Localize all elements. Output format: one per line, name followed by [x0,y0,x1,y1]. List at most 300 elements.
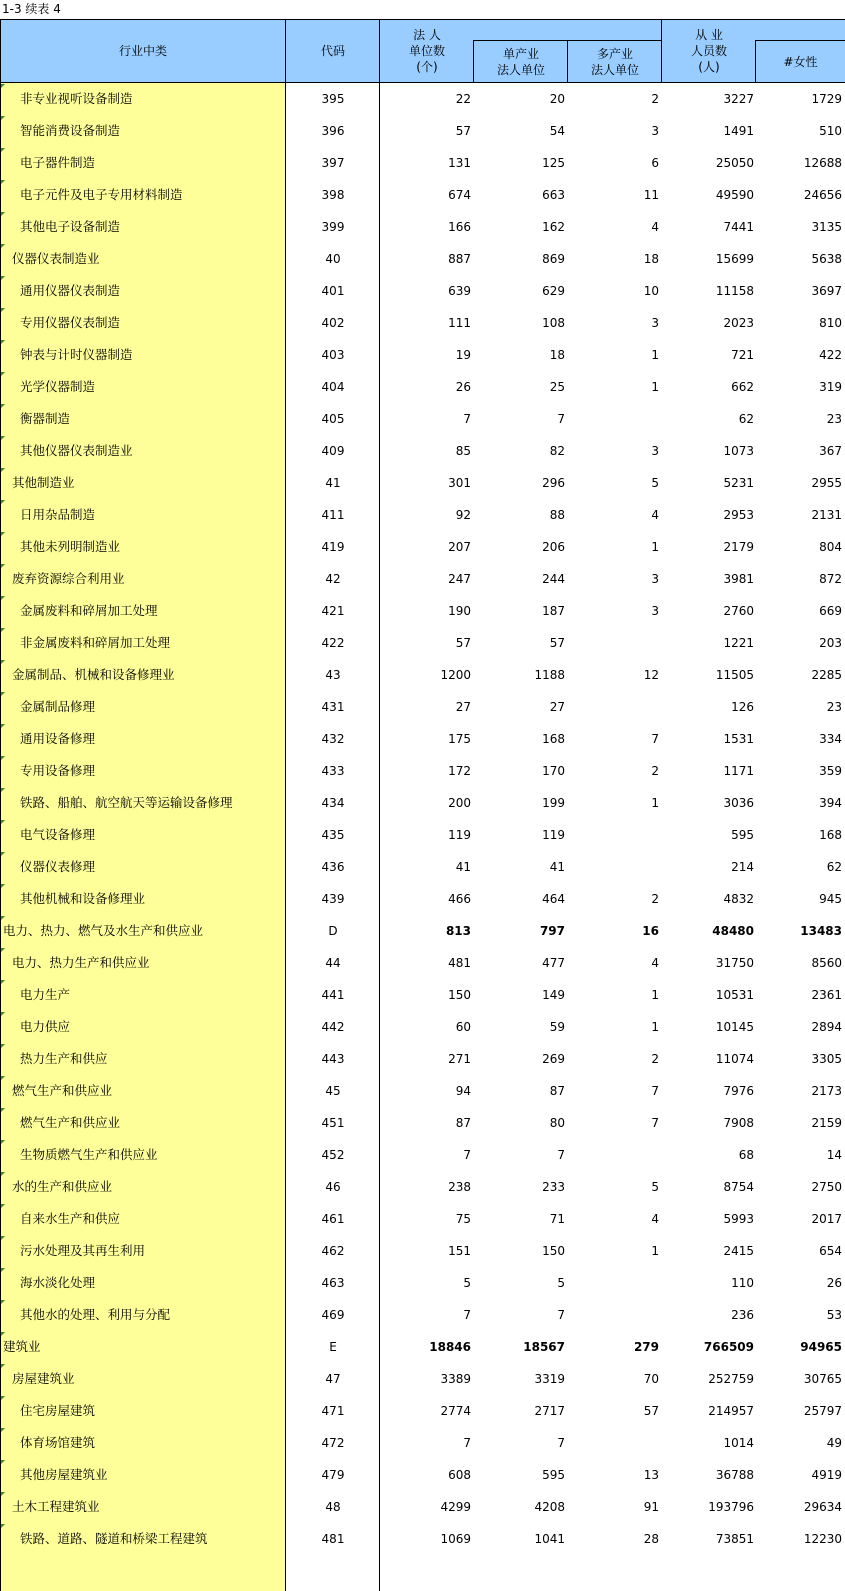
industry-code: 46 [325,1180,341,1194]
legal-units-value: 674 [448,188,471,202]
industry-name: 其他水的处理、利用与分配 [20,1307,171,1322]
multi-industry-units-value: 7 [651,1116,659,1130]
industry-name: 建筑业 [3,1339,41,1354]
single-industry-units-value: 477 [542,956,565,970]
grid-line [0,19,845,20]
single-industry-units-value: 797 [539,924,565,938]
table-row [0,1523,845,1555]
grid-line [0,82,845,83]
single-industry-units-value: 233 [542,1180,565,1194]
industry-name: 水的生产和供应业 [12,1179,113,1194]
single-industry-units-value: 168 [542,732,565,746]
female-employees-value: 367 [819,444,842,458]
multi-industry-units-value: 2 [651,764,659,778]
industry-code: 452 [321,1148,345,1162]
female-employees-value: 94965 [800,1340,842,1354]
legal-units-value: 608 [448,1468,471,1482]
multi-industry-units-value: 1 [651,348,659,362]
industry-code: 397 [321,156,345,170]
legal-units-value: 175 [448,732,471,746]
single-industry-units-value: 187 [542,604,565,618]
table-row [0,1203,845,1235]
single-industry-units-value: 27 [549,700,565,714]
single-industry-units-value: 149 [542,988,565,1002]
multi-industry-units-value: 28 [643,1532,659,1546]
multi-industry-units-value: 12 [643,668,659,682]
female-employees-value: 2894 [811,1020,842,1034]
single-industry-units-value: 1188 [534,668,565,682]
employees-value: 126 [731,700,754,714]
female-employees-value: 26 [826,1276,842,1290]
legal-units-value: 60 [455,1020,471,1034]
industry-code: 395 [321,92,345,106]
multi-industry-units-value: 279 [633,1340,659,1354]
industry-code: 401 [321,284,345,298]
industry-code: 441 [321,988,345,1002]
industry-name: 电力、热力、燃气及水生产和供应业 [3,923,204,938]
industry-name: 其他仪器仪表制造业 [20,443,133,458]
multi-industry-units-value: 16 [642,924,659,938]
table-row [0,211,845,243]
employees-value: 1073 [723,444,754,458]
grid-line [756,40,845,41]
table-row [0,1075,845,1107]
multi-industry-units-value: 7 [651,1084,659,1098]
employees-value: 3981 [723,572,754,586]
employees-value: 68 [738,1148,754,1162]
female-employees-value: 3305 [811,1052,842,1066]
employees-value: 3227 [723,92,754,106]
legal-units-value: 166 [448,220,471,234]
industry-name: 铁路、船舶、航空航天等运输设备修理 [20,795,233,810]
employees-value: 5231 [723,476,754,490]
employees-value: 721 [731,348,754,362]
grid-line [661,19,662,83]
industry-code: 436 [321,860,345,874]
statistics-table [0,19,845,1591]
legal-units-value: 7 [463,1308,471,1322]
multi-industry-units-value: 11 [643,188,659,202]
single-industry-units-value: 296 [542,476,565,490]
grid-line [0,19,1,1591]
single-industry-units-value: 7 [557,1436,565,1450]
table-row [0,1267,845,1299]
industry-code: 409 [321,444,345,458]
header-industry: 行业中类 [118,44,167,58]
industry-name: 金属制品、机械和设备修理业 [12,667,175,682]
legal-units-value: 85 [455,444,471,458]
table-row [0,499,845,531]
multi-industry-units-value: 1 [651,1244,659,1258]
industry-name: 日用杂品制造 [20,507,96,522]
legal-units-value: 57 [455,124,471,138]
legal-units-value: 271 [448,1052,471,1066]
legal-units-value: 887 [448,252,471,266]
multi-industry-units-value: 1 [651,380,659,394]
single-industry-units-value: 7 [557,1308,565,1322]
employees-value: 595 [731,828,754,842]
header-female: #女性 [783,55,818,69]
grid-line [474,40,662,41]
multi-industry-units-value: 4 [651,220,659,234]
employees-value: 5993 [723,1212,754,1226]
legal-units-value: 26 [455,380,471,394]
multi-industry-units-value: 91 [643,1500,659,1514]
industry-code: 41 [325,476,341,490]
multi-industry-units-value: 4 [651,1212,659,1226]
female-employees-value: 12688 [803,156,842,170]
industry-name: 电子元件及电子专用材料制造 [20,187,183,202]
industry-name: 仪器仪表修理 [20,859,96,874]
employees-value: 31750 [715,956,754,970]
multi-industry-units-value: 13 [643,1468,659,1482]
industry-name: 衡器制造 [20,411,71,426]
legal-units-value: 5 [463,1276,471,1290]
female-employees-value: 13483 [800,924,842,938]
legal-units-value: 18846 [429,1340,471,1354]
header-single-industry-units: 单产业 法人单位 [496,47,545,77]
industry-code: 434 [321,796,345,810]
single-industry-units-value: 57 [549,636,565,650]
employees-value: 2179 [723,540,754,554]
single-industry-units-value: 663 [542,188,565,202]
female-employees-value: 3135 [811,220,842,234]
legal-units-value: 200 [448,796,471,810]
multi-industry-units-value: 3 [651,604,659,618]
industry-code: 432 [321,732,345,746]
multi-industry-units-value: 2 [651,92,659,106]
industry-code: 45 [325,1084,341,1098]
female-employees-value: 168 [819,828,842,842]
multi-industry-units-value: 2 [651,1052,659,1066]
grid-line [567,40,568,83]
industry-name: 热力生产和供应 [20,1051,108,1066]
industry-name: 自来水生产和供应 [20,1211,121,1226]
employees-value: 11158 [715,284,754,298]
female-employees-value: 2361 [811,988,842,1002]
single-industry-units-value: 108 [542,316,565,330]
industry-code: 442 [321,1020,345,1034]
industry-code: 435 [321,828,345,842]
legal-units-value: 94 [455,1084,471,1098]
industry-code: 399 [321,220,345,234]
multi-industry-units-value: 4 [651,508,659,522]
single-industry-units-value: 54 [549,124,565,138]
female-employees-value: 945 [819,892,842,906]
industry-code: 421 [321,604,345,618]
table-row [0,883,845,915]
employees-value: 7976 [723,1084,754,1098]
employees-value: 1221 [723,636,754,650]
table-row [0,947,845,979]
employees-value: 3036 [723,796,754,810]
table-row [0,115,845,147]
single-industry-units-value: 18567 [523,1340,565,1354]
industry-name: 非金属废料和碎屑加工处理 [20,635,171,650]
industry-code: 396 [321,124,345,138]
employees-value: 10145 [715,1020,754,1034]
industry-name: 海水淡化处理 [20,1275,96,1290]
table-row [0,851,845,883]
single-industry-units-value: 119 [542,828,565,842]
female-employees-value: 24656 [803,188,842,202]
legal-units-value: 813 [445,924,471,938]
employees-value: 73851 [715,1532,754,1546]
legal-units-value: 7 [463,1436,471,1450]
employees-value: 766509 [703,1340,754,1354]
single-industry-units-value: 595 [542,1468,565,1482]
female-employees-value: 23 [826,700,842,714]
employees-value: 11505 [715,668,754,682]
industry-code: 411 [321,508,345,522]
multi-industry-units-value: 6 [651,156,659,170]
legal-units-value: 207 [448,540,471,554]
single-industry-units-value: 59 [549,1020,565,1034]
legal-units-value: 247 [448,572,471,586]
single-industry-units-value: 125 [542,156,565,170]
industry-name: 专用仪器仪表制造 [20,315,121,330]
table-caption: 1-3 续表 4 [2,2,61,16]
employees-value: 25050 [715,156,754,170]
table-row [0,691,845,723]
female-employees-value: 334 [819,732,842,746]
industry-code: 398 [321,188,345,202]
female-employees-value: 14 [826,1148,842,1162]
employees-value: 2760 [723,604,754,618]
single-industry-units-value: 629 [542,284,565,298]
female-employees-value: 5638 [811,252,842,266]
single-industry-units-value: 7 [557,1148,565,1162]
industry-code: 462 [321,1244,345,1258]
legal-units-value: 87 [455,1116,471,1130]
industry-name: 其他电子设备制造 [20,219,121,234]
single-industry-units-value: 41 [549,860,565,874]
industry-name: 其他未列明制造业 [20,539,121,554]
table-row [0,1459,845,1491]
table-body [0,83,845,1555]
industry-name: 金属废料和碎屑加工处理 [20,603,158,618]
industry-name: 其他房屋建筑业 [20,1467,108,1482]
industry-code: 481 [321,1532,345,1546]
table-row [0,1235,845,1267]
table-row [0,243,845,275]
table-row [0,403,845,435]
table-row [0,179,845,211]
industry-code: 404 [321,380,345,394]
table-row [0,1395,845,1427]
industry-code: 42 [325,572,341,586]
employees-value: 4832 [723,892,754,906]
industry-name: 专用设备修理 [20,763,96,778]
legal-units-value: 150 [448,988,471,1002]
industry-name: 房屋建筑业 [12,1371,75,1386]
employees-value: 15699 [715,252,754,266]
female-employees-value: 49 [826,1436,842,1450]
industry-name: 通用仪器仪表制造 [20,283,121,298]
employees-value: 214 [731,860,754,874]
employees-value: 110 [731,1276,754,1290]
female-employees-value: 1729 [811,92,842,106]
industry-name: 住宅房屋建筑 [20,1403,96,1418]
industry-name: 电力、热力生产和供应业 [12,955,150,970]
legal-units-value: 3389 [440,1372,471,1386]
single-industry-units-value: 3319 [534,1372,565,1386]
table-row [0,467,845,499]
single-industry-units-value: 199 [542,796,565,810]
employees-value: 11074 [715,1052,754,1066]
industry-name: 其他制造业 [12,475,75,490]
multi-industry-units-value: 1 [651,540,659,554]
single-industry-units-value: 87 [549,1084,565,1098]
table-row [0,563,845,595]
single-industry-units-value: 5 [557,1276,565,1290]
industry-name: 智能消费设备制造 [20,123,121,138]
table-row [0,531,845,563]
industry-code: 402 [321,316,345,330]
industry-code: 439 [321,892,345,906]
table-row [0,1171,845,1203]
single-industry-units-value: 869 [542,252,565,266]
employees-value: 193796 [708,1500,754,1514]
employees-value: 214957 [708,1404,754,1418]
legal-units-value: 151 [448,1244,471,1258]
employees-value: 62 [738,412,754,426]
table-row [0,723,845,755]
table-row [0,147,845,179]
employees-value: 236 [731,1308,754,1322]
legal-units-value: 1200 [440,668,471,682]
employees-value: 2415 [723,1244,754,1258]
industry-code: 469 [321,1308,345,1322]
legal-units-value: 238 [448,1180,471,1194]
single-industry-units-value: 150 [542,1244,565,1258]
employees-value: 8754 [723,1180,754,1194]
multi-industry-units-value: 3 [651,444,659,458]
multi-industry-units-value: 2 [651,892,659,906]
industry-code: 471 [321,1404,345,1418]
industry-code: 403 [321,348,345,362]
industry-code: 48 [325,1500,341,1514]
industry-code: 405 [321,412,345,426]
single-industry-units-value: 80 [549,1116,565,1130]
table-row [0,915,845,947]
table-row [0,275,845,307]
female-employees-value: 23 [826,412,842,426]
industry-name: 燃气生产和供应业 [20,1115,121,1130]
industry-code: 451 [321,1116,345,1130]
female-employees-value: 2173 [811,1084,842,1098]
legal-units-value: 41 [455,860,471,874]
legal-units-value: 131 [448,156,471,170]
employees-value: 252759 [708,1372,754,1386]
table-row [0,1331,845,1363]
industry-code: 419 [321,540,345,554]
female-employees-value: 510 [819,124,842,138]
single-industry-units-value: 206 [542,540,565,554]
industry-name: 电子器件制造 [20,155,96,170]
table-row [0,787,845,819]
table-row [0,1139,845,1171]
industry-name: 仪器仪表制造业 [12,251,100,266]
employees-value: 7441 [723,220,754,234]
grid-line [379,19,380,1591]
female-employees-value: 2285 [811,668,842,682]
table-row [0,1363,845,1395]
industry-code: 443 [321,1052,345,1066]
female-employees-value: 4919 [811,1468,842,1482]
multi-industry-units-value: 70 [643,1372,659,1386]
industry-code: 431 [321,700,345,714]
multi-industry-units-value: 10 [643,284,659,298]
employees-value: 48480 [712,924,754,938]
female-employees-value: 422 [819,348,842,362]
multi-industry-units-value: 1 [651,796,659,810]
female-employees-value: 25797 [803,1404,842,1418]
industry-code: 43 [325,668,341,682]
employees-value: 49590 [715,188,754,202]
female-employees-value: 62 [826,860,842,874]
single-industry-units-value: 2717 [534,1404,565,1418]
legal-units-value: 22 [455,92,471,106]
employees-value: 1171 [723,764,754,778]
female-employees-value: 2750 [811,1180,842,1194]
industry-name: 土木工程建筑业 [12,1499,100,1514]
female-employees-value: 8560 [811,956,842,970]
industry-name: 燃气生产和供应业 [12,1083,113,1098]
legal-units-value: 2774 [440,1404,471,1418]
legal-units-value: 466 [448,892,471,906]
header-legal-units: 法 人 单位数 (个) [408,28,445,74]
table-row [0,755,845,787]
industry-name: 电力生产 [20,987,71,1002]
female-employees-value: 872 [819,572,842,586]
industry-code: 44 [325,956,341,970]
industry-code: 433 [321,764,345,778]
grid-line [473,40,474,83]
header-code: 代码 [320,44,345,58]
female-employees-value: 2955 [811,476,842,490]
single-industry-units-value: 20 [549,92,565,106]
employees-value: 1014 [723,1436,754,1450]
multi-industry-units-value: 57 [643,1404,659,1418]
legal-units-value: 301 [448,476,471,490]
industry-code: D [328,924,338,938]
legal-units-value: 19 [455,348,471,362]
table-row [0,627,845,659]
table-row [0,307,845,339]
industry-code: 461 [321,1212,345,1226]
table-row [0,83,845,115]
single-industry-units-value: 82 [549,444,565,458]
header-multi-industry-units: 多产业 法人单位 [590,47,639,77]
table-row [0,1011,845,1043]
single-industry-units-value: 162 [542,220,565,234]
single-industry-units-value: 71 [549,1212,565,1226]
female-employees-value: 654 [819,1244,842,1258]
header-employees: 从 业 人员数 (人) [690,28,727,74]
legal-units-value: 639 [448,284,471,298]
legal-units-value: 119 [448,828,471,842]
table-row [0,819,845,851]
table-row [0,1427,845,1459]
table-row [0,371,845,403]
female-employees-value: 669 [819,604,842,618]
legal-units-value: 4299 [440,1500,471,1514]
legal-units-value: 57 [455,636,471,650]
single-industry-units-value: 88 [549,508,565,522]
industry-code: E [329,1340,337,1354]
employees-value: 1531 [723,732,754,746]
